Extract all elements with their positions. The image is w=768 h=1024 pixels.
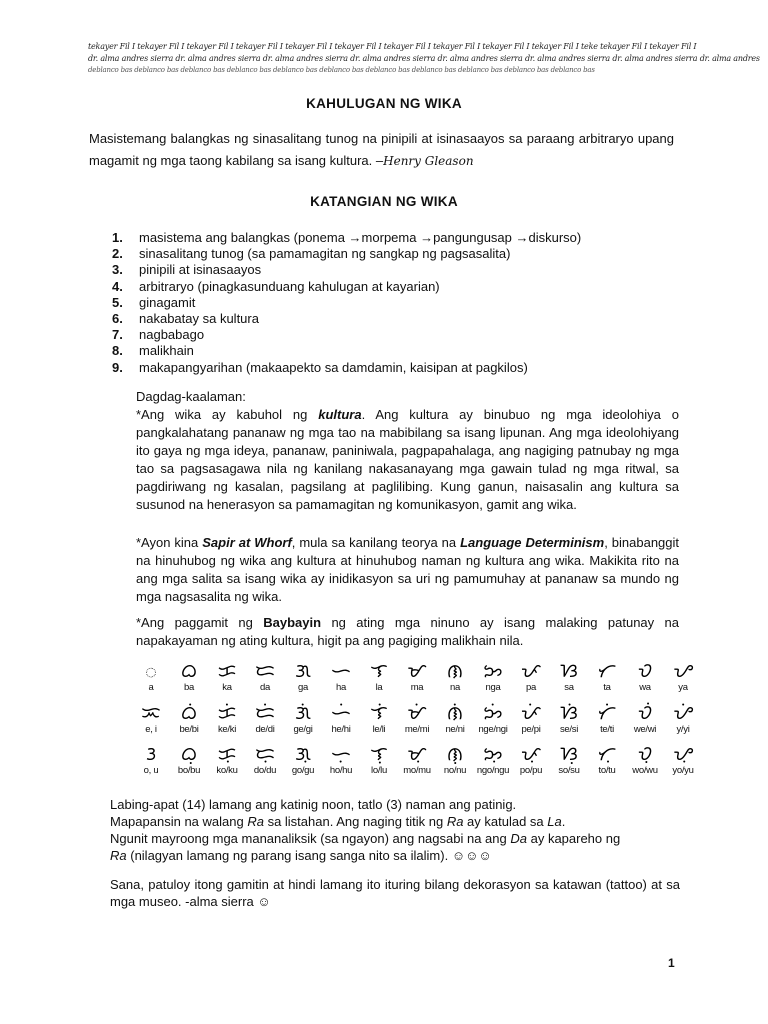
list-item-number: 8. bbox=[112, 343, 123, 359]
baybayin-glyph: ᜑ bbox=[331, 660, 351, 682]
baybayin-syllable: ya bbox=[678, 682, 688, 693]
baybayin-syllable: he/hi bbox=[331, 724, 351, 735]
baybayin-glyph: ᜉ bbox=[520, 660, 542, 682]
baybayin-cell bbox=[550, 702, 588, 736]
baybayin-glyph: ᜋᜒ bbox=[407, 702, 427, 724]
emphasis-baybayin: Baybayin bbox=[263, 615, 322, 630]
baybayin-syllable: ngo/ngu bbox=[476, 765, 510, 776]
baybayin-glyph: ᜀ bbox=[145, 660, 157, 682]
baybayin-glyph: ᜊᜓ bbox=[180, 743, 198, 765]
baybayin-glyph: ᜏ bbox=[637, 660, 653, 682]
baybayin-glyph: ᜋᜓ bbox=[407, 743, 427, 765]
baybayin-glyph: ᜃᜓ bbox=[217, 743, 237, 765]
characteristics-list bbox=[112, 230, 581, 376]
baybayin-syllable: we/wi bbox=[633, 724, 657, 735]
baybayin-syllable: bo/bu bbox=[177, 765, 201, 776]
baybayin-glyph: ᜇᜓ bbox=[255, 743, 275, 765]
paragraph-sapir-whorf bbox=[136, 534, 679, 606]
baybayin-syllable: to/tu bbox=[598, 765, 616, 776]
text-run: Ngunit mayroong mga mananaliksik (sa ngayon) ang nagsabi na ang bbox=[110, 831, 511, 846]
baybayin-glyph: ᜄ bbox=[295, 660, 311, 682]
baybayin-syllable: no/nu bbox=[443, 765, 467, 776]
list-item-number: 2. bbox=[112, 246, 123, 262]
baybayin-syllable: o, u bbox=[143, 765, 159, 776]
baybayin-glyph: ᜋ bbox=[407, 660, 427, 682]
baybayin-glyph: ᜁ bbox=[141, 702, 161, 724]
definition-paragraph bbox=[89, 128, 674, 172]
note-line: Labing-apat (14) lamang ang katinig noon, tatlo (3) naman ang patinig. bbox=[110, 797, 517, 812]
baybayin-cell bbox=[322, 702, 360, 736]
baybayin-syllable: nge/ngi bbox=[478, 724, 508, 735]
header-watermark-line: deblanco bas deblanco bas deblanco bas deblanco bas deblanco bas deblanco bas deblanco bas deblanco bas deblanco bas deblanco bas deblanco bas bbox=[88, 66, 595, 74]
baybayin-syllable: be/bi bbox=[179, 724, 199, 735]
baybayin-syllable: mo/mu bbox=[403, 765, 431, 776]
baybayin-glyph: ᜇᜒ bbox=[255, 702, 275, 724]
baybayin-cell bbox=[398, 743, 436, 777]
text-run: . bbox=[561, 814, 566, 829]
baybayin-glyph: ᜎᜒ bbox=[370, 702, 388, 724]
baybayin-syllable: do/du bbox=[253, 765, 277, 776]
baybayin-glyph: ᜐᜒ bbox=[560, 702, 578, 724]
baybayin-cell bbox=[398, 660, 436, 694]
baybayin-syllable: lo/lu bbox=[371, 765, 387, 776]
baybayin-syllable: po/pu bbox=[519, 765, 543, 776]
baybayin-row-e-i bbox=[132, 702, 702, 736]
emphasis-language-determinism: Language Determinism bbox=[460, 535, 605, 550]
baybayin-glyph: ᜅ bbox=[483, 660, 503, 682]
note-line bbox=[110, 813, 700, 830]
baybayin-syllable: se/si bbox=[559, 724, 579, 735]
header-watermark-line: dr. alma andres sierra dr. alma andres sierra dr. alma andres sierra dr. alma andres sierra dr. alma andres sierra dr. alma andres sierra dr. alma andres sierra dr. alma andres bbox=[88, 54, 760, 63]
list-item-text: arbitraryo (pinagkasunduang kahulugan at kayarian) bbox=[139, 278, 440, 294]
baybayin-cell bbox=[664, 702, 702, 736]
baybayin-cell bbox=[550, 743, 588, 777]
baybayin-cell bbox=[246, 660, 284, 694]
baybayin-cell bbox=[322, 660, 360, 694]
baybayin-syllable: ke/ki bbox=[217, 724, 237, 735]
baybayin-glyph: ᜃᜒ bbox=[217, 702, 237, 724]
baybayin-syllable: ta bbox=[603, 682, 611, 693]
baybayin-syllable: la bbox=[375, 682, 383, 693]
baybayin-syllable: te/ti bbox=[600, 724, 614, 735]
baybayin-cell bbox=[436, 660, 474, 694]
list-item-number: 3. bbox=[112, 262, 123, 278]
paragraph-kultura bbox=[136, 406, 679, 514]
baybayin-cell bbox=[588, 743, 626, 777]
text-run: Mapapansin na walang bbox=[110, 814, 248, 829]
section-title-katangian: KATANGIAN NG WIKA bbox=[310, 194, 458, 209]
baybayin-glyph: ᜑᜒ bbox=[331, 702, 351, 724]
baybayin-syllable: wo/wu bbox=[632, 765, 658, 776]
baybayin-syllable: le/li bbox=[372, 724, 386, 735]
baybayin-cell bbox=[170, 743, 208, 777]
baybayin-cell bbox=[284, 660, 322, 694]
list-item-number: 1. bbox=[112, 230, 123, 245]
baybayin-syllable: na bbox=[450, 682, 460, 693]
list-item-number: 4. bbox=[112, 278, 123, 294]
baybayin-cell bbox=[626, 743, 664, 777]
baybayin-row-o-u bbox=[132, 743, 702, 777]
baybayin-cell bbox=[284, 702, 322, 736]
baybayin-cell bbox=[550, 660, 588, 694]
baybayin-cell bbox=[664, 743, 702, 777]
text-run: (nilagyan lamang ng parang isang sanga nito sa ilalim). ☺☺☺ bbox=[126, 848, 492, 863]
baybayin-cell bbox=[208, 660, 246, 694]
baybayin-cell bbox=[512, 702, 550, 736]
baybayin-cell bbox=[208, 743, 246, 777]
baybayin-glyph: ᜂ bbox=[145, 743, 157, 765]
text-run: *Ang paggamit ng bbox=[136, 615, 264, 630]
text-run: sa listahan. Ang naging titik ng bbox=[263, 814, 447, 829]
list-item-text: nakabatay sa kultura bbox=[139, 311, 259, 327]
baybayin-glyph: ᜅᜒ bbox=[483, 702, 503, 724]
baybayin-cell bbox=[322, 743, 360, 777]
list-item-text: malikhain bbox=[139, 343, 194, 359]
baybayin-glyph: ᜅᜓ bbox=[483, 743, 503, 765]
baybayin-syllable: ka bbox=[222, 682, 232, 693]
baybayin-glyph: ᜐ bbox=[560, 660, 578, 682]
definition-author: Henry Gleason bbox=[383, 154, 474, 168]
baybayin-cell bbox=[246, 702, 284, 736]
emphasis-da: Da bbox=[510, 831, 527, 846]
baybayin-glyph: ᜊ bbox=[180, 660, 198, 682]
list-item bbox=[112, 295, 581, 311]
baybayin-cell bbox=[360, 702, 398, 736]
list-item-text: ginagamit bbox=[139, 294, 196, 310]
list-item bbox=[112, 262, 581, 278]
baybayin-glyph: ᜃ bbox=[217, 660, 237, 682]
text-run: . Ang kultura ay binubuo ng mga ideolohiya o pangkalahatang pananaw ng mga tao na mabibilang sa isang lipunan. Ang mga ideolohiyang ito gaya ng mga ideya, pananaw, paniniwala, pagpapahalaga, ang nagiging patnubay ng mga tao sa pagsasagawa nila ng kanilang nakasanayang mga gawain tulad ng mga ritwal, sa pagdiriwang ng kasalan, pagsilang at paglilibing. Kung ganun, naisasalin ang kultura sa susunod na henerasyon sa pamamagitan ng komunikasyon, gamit ang wika. bbox=[136, 407, 679, 512]
text-run: ay kapareho ng bbox=[526, 831, 621, 846]
baybayin-cell bbox=[512, 660, 550, 694]
baybayin-glyph: ᜆᜓ bbox=[597, 743, 617, 765]
baybayin-cell bbox=[208, 702, 246, 736]
text-run: *Ayon kina bbox=[136, 535, 203, 550]
baybayin-glyph: ᜏᜓ bbox=[637, 743, 653, 765]
baybayin-syllable: ge/gi bbox=[293, 724, 313, 735]
baybayin-glyph: ᜆ bbox=[597, 660, 617, 682]
baybayin-glyph: ᜄᜓ bbox=[295, 743, 311, 765]
baybayin-glyph: ᜇ bbox=[255, 660, 275, 682]
paragraph-baybayin bbox=[136, 614, 679, 650]
header-watermark-line: tekayer Fil I tekayer Fil I tekayer Fil I tekayer Fil I tekayer Fil I tekayer Fil I tekayer Fil I tekayer Fil I tekayer Fil I tekayer Fil I teke tekayer Fil I tekayer Fil I bbox=[88, 42, 697, 51]
baybayin-syllable: nga bbox=[485, 682, 501, 693]
baybayin-syllable: ba bbox=[184, 682, 194, 693]
baybayin-syllable: e, i bbox=[145, 724, 157, 735]
baybayin-syllable: sa bbox=[564, 682, 574, 693]
baybayin-glyph: ᜈᜓ bbox=[446, 743, 464, 765]
list-item bbox=[112, 311, 581, 327]
definition-text: Masistemang balangkas ng sinasalitang tunog na pinipili at isinasaayos sa paraang arbitraryo upang magamit ng mga taong kabilang sa isang kultura. – bbox=[89, 131, 674, 168]
baybayin-cell bbox=[284, 743, 322, 777]
list-item-number: 7. bbox=[112, 327, 123, 343]
baybayin-syllable: go/gu bbox=[291, 765, 315, 776]
baybayin-syllable: wa bbox=[639, 682, 651, 693]
baybayin-cell bbox=[512, 743, 550, 777]
list-item-text: pinipili at isinasaayos bbox=[139, 262, 262, 278]
baybayin-cell bbox=[398, 702, 436, 736]
baybayin-syllable: pe/pi bbox=[521, 724, 541, 735]
list-item bbox=[112, 279, 581, 295]
baybayin-glyph: ᜌᜓ bbox=[673, 743, 693, 765]
text-run: ay katulad sa bbox=[463, 814, 548, 829]
baybayin-glyph: ᜄᜒ bbox=[295, 702, 311, 724]
baybayin-glyph: ᜐᜓ bbox=[560, 743, 578, 765]
baybayin-cell bbox=[246, 743, 284, 777]
baybayin-glyph: ᜈ bbox=[446, 660, 464, 682]
baybayin-syllable: da bbox=[260, 682, 270, 693]
baybayin-cell bbox=[360, 743, 398, 777]
baybayin-cell bbox=[170, 660, 208, 694]
list-item-number: 5. bbox=[112, 294, 123, 310]
dagdag-heading: Dagdag-kaalaman: bbox=[136, 389, 246, 404]
note-line bbox=[110, 847, 700, 864]
list-item-text: nagbabago bbox=[139, 327, 205, 343]
baybayin-cell bbox=[360, 660, 398, 694]
baybayin-syllable: de/di bbox=[255, 724, 275, 735]
emphasis-ra: Ra bbox=[247, 814, 264, 829]
emphasis-sapir-whorf: Sapir at Whorf bbox=[202, 535, 292, 550]
section-title-kahulugan: KAHULUGAN NG WIKA bbox=[306, 96, 462, 111]
emphasis-kultura: kultura bbox=[318, 407, 362, 422]
baybayin-cell bbox=[474, 743, 512, 777]
notes-paragraph bbox=[110, 796, 700, 864]
baybayin-syllable: ne/ni bbox=[445, 724, 465, 735]
baybayin-glyph: ᜌ bbox=[673, 660, 693, 682]
text-run: ng ating mga ninuno ay isang malaking patunay na napakayaman ng ating kultura, higit pa ang pagiging malikhain nila. bbox=[136, 615, 679, 648]
baybayin-syllable: ga bbox=[298, 682, 308, 693]
baybayin-glyph: ᜈᜒ bbox=[446, 702, 464, 724]
baybayin-glyph: ᜆᜒ bbox=[597, 702, 617, 724]
list-item-number: 9. bbox=[112, 359, 123, 375]
baybayin-syllable: me/mi bbox=[404, 724, 430, 735]
baybayin-cell bbox=[664, 660, 702, 694]
baybayin-syllable: ha bbox=[336, 682, 346, 693]
baybayin-syllable: y/yi bbox=[676, 724, 690, 735]
baybayin-syllable: ho/hu bbox=[329, 765, 353, 776]
baybayin-cell bbox=[474, 660, 512, 694]
baybayin-cell bbox=[474, 702, 512, 736]
text-run: , binabanggit na hinuhubog ng wika ang kultura at hinuhubog naman ng kultura ang wika. Makikita rito na ang mga salita sa isang wika ay inidikasyon sa uri ng pamumuhay at pananaw sa mundo ng mga nagsasalita ng wika. bbox=[136, 535, 680, 604]
emphasis-ra: Ra bbox=[446, 814, 464, 829]
baybayin-glyph: ᜉᜒ bbox=[520, 702, 542, 724]
baybayin-glyph: ᜎᜓ bbox=[370, 743, 388, 765]
note-line bbox=[110, 830, 700, 847]
text-run: *Ang wika ay kabuhol ng bbox=[136, 407, 319, 422]
baybayin-syllable: pa bbox=[526, 682, 536, 693]
emphasis-la: La bbox=[547, 814, 562, 829]
list-item-text: makapangyarihan (makaapekto sa damdamin, kaisipan at pagkilos) bbox=[139, 359, 528, 375]
baybayin-glyph: ᜎ bbox=[370, 660, 388, 682]
baybayin-glyph: ᜌᜒ bbox=[673, 702, 693, 724]
baybayin-cell bbox=[588, 702, 626, 736]
baybayin-row-a bbox=[132, 660, 702, 694]
closing-paragraph: Sana, patuloy itong gamitin at hindi lamang ito ituring bilang dekorasyon sa katawan (tattoo) at sa mga museo. -alma sierra ☺ bbox=[110, 877, 680, 909]
baybayin-syllable: so/su bbox=[558, 765, 580, 776]
baybayin-cell bbox=[132, 660, 170, 694]
list-item-number: 6. bbox=[112, 311, 123, 327]
baybayin-syllable: ma bbox=[410, 682, 424, 693]
baybayin-syllable: a bbox=[148, 682, 154, 693]
page-number: 1 bbox=[668, 956, 675, 970]
list-item-text: masistema ang balangkas (ponema →morpema →pangungusap →diskurso) bbox=[139, 230, 582, 245]
list-item bbox=[112, 230, 581, 246]
list-item bbox=[112, 343, 581, 359]
baybayin-cell bbox=[436, 702, 474, 736]
baybayin-glyph: ᜏᜒ bbox=[637, 702, 653, 724]
baybayin-syllable: yo/yu bbox=[672, 765, 694, 776]
list-item-text: sinasalitang tunog (sa pamamagitan ng sangkap ng pagsasalita) bbox=[139, 246, 511, 262]
baybayin-cell bbox=[132, 743, 170, 777]
baybayin-glyph: ᜑᜓ bbox=[331, 743, 351, 765]
baybayin-syllable: ko/ku bbox=[216, 765, 238, 776]
baybayin-cell bbox=[626, 702, 664, 736]
baybayin-cell bbox=[436, 743, 474, 777]
baybayin-glyph: ᜊᜒ bbox=[180, 702, 198, 724]
emphasis-ra: Ra bbox=[110, 848, 127, 863]
baybayin-cell bbox=[588, 660, 626, 694]
baybayin-cell bbox=[132, 702, 170, 736]
list-item bbox=[112, 360, 581, 376]
baybayin-cell bbox=[626, 660, 664, 694]
text-run: , mula sa kanilang teorya na bbox=[291, 535, 461, 550]
list-item bbox=[112, 246, 581, 262]
list-item bbox=[112, 327, 581, 343]
baybayin-glyph: ᜉᜓ bbox=[520, 743, 542, 765]
baybayin-cell bbox=[170, 702, 208, 736]
